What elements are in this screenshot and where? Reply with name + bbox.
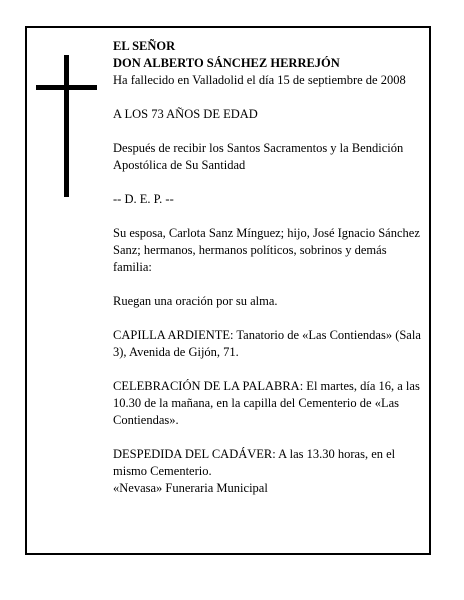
farewell-line: DESPEDIDA DEL CADÁVER: A las 13.30 horas, en el mismo Cementerio. [113, 447, 396, 478]
family-line: Su esposa, Carlota Sanz Mínguez; hijo, José Ignacio Sánchez Sanz; hermanos, hermanos políticos, sobrinos y demás familia: [113, 226, 420, 274]
prayer-line: Ruegan una oración por su alma. [113, 294, 278, 308]
cross-horizontal-bar [36, 85, 97, 90]
funeral-home-line: «Nevasa» Funeraria Municipal [113, 481, 268, 495]
chapel-line: CAPILLA ARDIENTE: Tanatorio de «Las Contiendas» (Sala 3), Avenida de Gijón, 71. [113, 328, 421, 359]
title-line-1: EL SEÑOR [113, 39, 176, 53]
notice-content [113, 38, 428, 497]
cross-vertical-bar [64, 55, 69, 197]
dep-line: -- D. E. P. -- [113, 192, 174, 206]
celebration-line: CELEBRACIÓN DE LA PALABRA: El martes, día 16, a las 10.30 de la mañana, en la capilla del Cementerio de «Las Contiendas». [113, 379, 420, 427]
deceased-name: DON ALBERTO SÁNCHEZ HERREJÓN [113, 56, 340, 70]
sacraments-line: Después de recibir los Santos Sacramentos y la Bendición Apostólica de Su Santidad [113, 141, 404, 172]
death-info: Ha fallecido en Valladolid el día 15 de septiembre de 2008 [113, 73, 406, 87]
age-line: A LOS 73 AÑOS DE EDAD [113, 107, 258, 121]
